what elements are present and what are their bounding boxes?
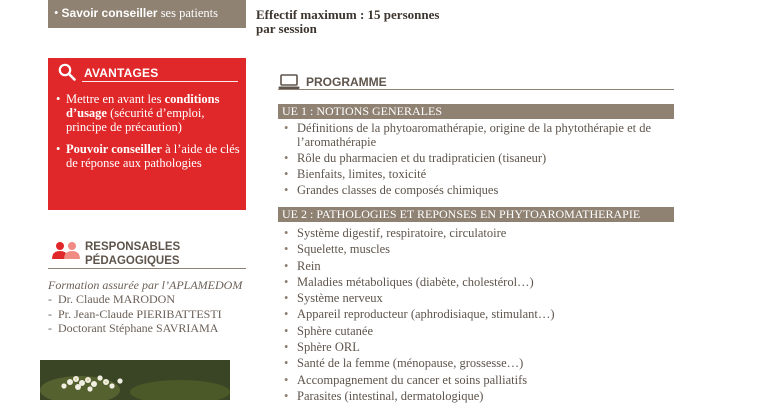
list-item: • Appareil reproducteur (aphrodisiaque, stimulant…)	[282, 306, 674, 322]
formation-credit: Formation assurée par l’APLAMEDOM	[48, 278, 243, 292]
responsables-title: RESPONSABLES PÉDAGOGIQUES	[85, 241, 181, 267]
list-item: • Sphère ORL	[282, 339, 674, 355]
avantages-box	[48, 58, 246, 210]
responsables-divider	[48, 268, 246, 269]
top-banner	[48, 0, 246, 28]
list-item: - Doctorant Stéphane SAVRIAMA	[48, 321, 222, 336]
ue2-list	[282, 225, 674, 404]
list-item: • Parasites (intestinal, dermatologique)	[282, 388, 674, 404]
list-item: - Dr. Claude MARODON	[48, 292, 222, 307]
people-icon	[50, 240, 82, 260]
list-item: • Pouvoir conseiller à l’aide de clés de réponse aux pathologies	[56, 142, 240, 170]
list-item: • Squelette, muscles	[282, 241, 674, 257]
list-item: • Rein	[282, 258, 674, 274]
list-item: • Grandes classes de composés chimiques	[282, 183, 674, 197]
flower-image	[40, 360, 230, 400]
magnifier-icon	[58, 63, 76, 81]
programme-divider	[278, 89, 674, 90]
laptop-icon	[278, 74, 300, 90]
effectif-info: Effectif maximum : 15 personnes par session	[256, 7, 440, 36]
list-item: • Maladies métaboliques (diabète, cholestérol…)	[282, 274, 674, 290]
list-item: • Accompagnement du cancer et soins palliatifs	[282, 372, 674, 388]
list-item: • Définitions de la phytoaromathérapie, origine de la phytothérapie et de l’aromathérapie	[282, 121, 674, 149]
avantages-divider	[82, 81, 238, 82]
list-item: • Bienfaits, limites, toxicité	[282, 167, 674, 181]
avantages-title: AVANTAGES	[84, 66, 159, 80]
list-item: • Système digestif, respiratoire, circulatoire	[282, 225, 674, 241]
list-item: • Système nerveux	[282, 290, 674, 306]
list-item: • Santé de la femme (ménopause, grossesse…)	[282, 355, 674, 371]
responsables-list	[48, 292, 222, 336]
list-item: - Pr. Jean-Claude PIERIBATTESTI	[48, 307, 222, 322]
list-item: • Rôle du pharmacien et du tradipraticien (tisaneur)	[282, 151, 674, 165]
ue2-header: UE 2 : PATHOLOGIES ET REPONSES EN PHYTOAROMATHERAPIE	[278, 207, 674, 222]
banner-text: • Savoir conseiller ses patients	[54, 6, 218, 20]
flower-photo	[40, 360, 230, 400]
list-item: • Mettre en avant les conditions d’usage (sécurité d’emploi, principe de précaution)	[56, 92, 240, 134]
list-item: • Sphère cutanée	[282, 323, 674, 339]
ue1-list	[282, 121, 674, 199]
ue1-header: UE 1 : NOTIONS GENERALES	[278, 104, 674, 119]
programme-title: PROGRAMME	[306, 75, 387, 89]
avantages-list	[56, 92, 240, 178]
